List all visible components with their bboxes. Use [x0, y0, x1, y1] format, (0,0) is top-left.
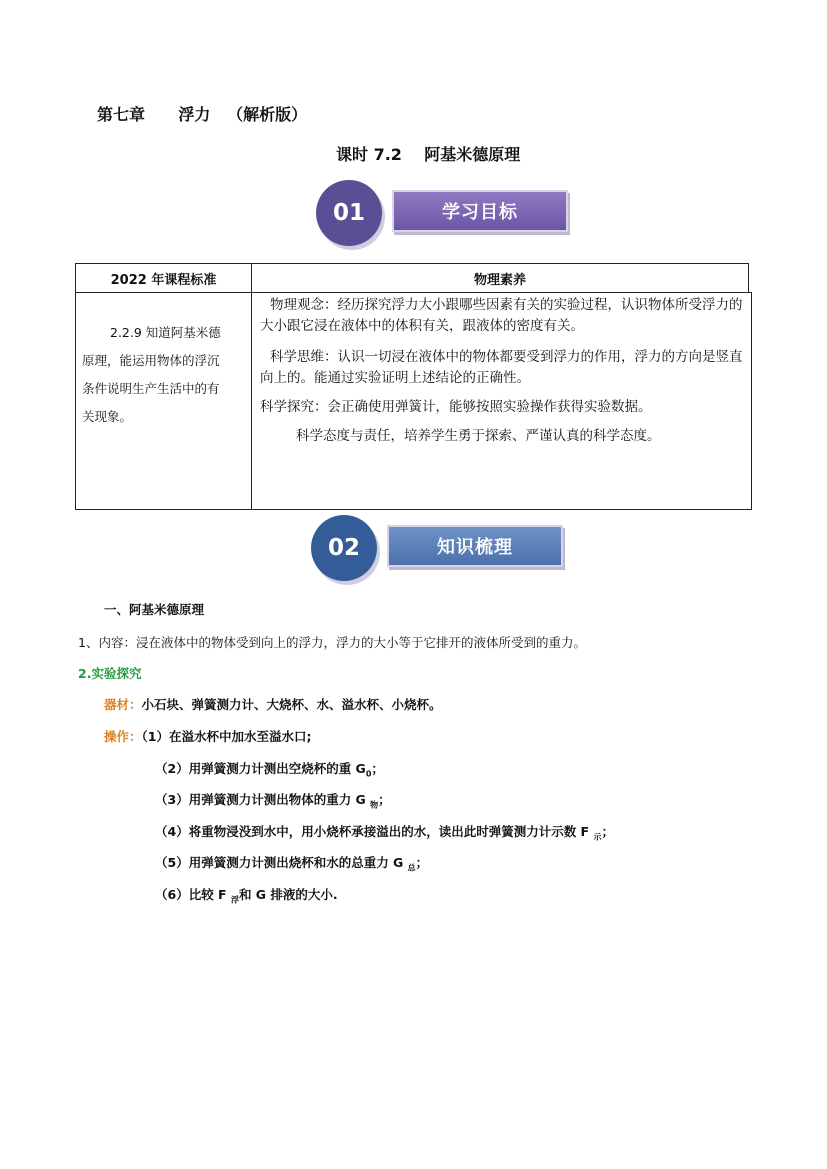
literacy-scientific-thinking: 科学思维：认识一切浸在液体中的物体都要受到浮力的作用，浮力的方向是竖直向上的。能通过实验证明上述结论的正确性。 [260, 349, 743, 386]
banner-label: 学习目标 [392, 190, 568, 232]
standard-line: 原理，能运用物体的浮沉 [82, 353, 220, 368]
banner-number: 01 [316, 180, 382, 246]
standard-cell [75, 292, 252, 510]
principle-content: 1、内容：浸在液体中的物体受到向上的浮力，浮力的大小等于它排开的液体所受到的重力。 [78, 635, 586, 650]
literacy-physics-concept: 物理观念：经历探究浮力大小跟哪些因素有关的实验过程，认识物体所受浮力的大小跟它浸在液体中的体积有关，跟液体的密度有关。 [260, 297, 743, 334]
operation-label: 操作： [104, 729, 142, 744]
literacy-scientific-attitude: 科学态度与责任，培养学生勇于探索、严谨认真的科学态度。 [296, 428, 661, 444]
equipment-list: 小石块、弹簧测力计、大烧杯、水、溢水杯、小烧杯。 [141, 697, 442, 712]
table-header-standard: 2022 年课程标准 [75, 263, 252, 293]
section-banner-goals [316, 180, 576, 246]
standard-line: 关现象。 [82, 409, 133, 424]
goals-table [75, 263, 752, 510]
operation-line [104, 727, 311, 745]
step-item: （4）将重物浸没到水中，用小烧杯承接溢出的水，读出此时弹簧测力计示数 F $_示$； [155, 824, 614, 842]
literacy-cell [251, 292, 752, 510]
lesson-title: 课时 7.2 阿基米德原理 [336, 145, 521, 164]
step-item: （6）比较 F $_浮$和 G 排液的大小. [155, 887, 338, 905]
step-item: （3）用弹簧测力计测出物体的重力 G $_物$； [155, 792, 391, 810]
banner-label: 知识梳理 [387, 525, 563, 567]
experiment-title: 2.实验探究 [78, 666, 142, 681]
banner-number: 02 [311, 515, 377, 581]
chapter-title: 第七章 浮力 （解析版） [97, 105, 308, 124]
standard-line: 2.2.9 知道阿基米德 [110, 325, 221, 340]
equipment-label: 器材： [104, 697, 142, 712]
equipment-line [104, 695, 442, 713]
standard-line: 条件说明生产生活中的有 [82, 381, 220, 396]
table-header-literacy: 物理素养 [251, 263, 749, 293]
step-item: （5）用弹簧测力计测出烧杯和水的总重力 G $_总$； [155, 855, 429, 873]
literacy-scientific-inquiry: 科学探究：会正确使用弹簧计，能够按照实验操作获得实验数据。 [260, 399, 652, 415]
step-item: （2）用弹簧测力计测出空烧杯的重 $G_0$； [155, 761, 384, 779]
section-banner-knowledge [311, 515, 571, 581]
step-item: （1）在溢水杯中加水至溢水口; [141, 729, 312, 744]
section-heading: 一、阿基米德原理 [104, 602, 205, 617]
